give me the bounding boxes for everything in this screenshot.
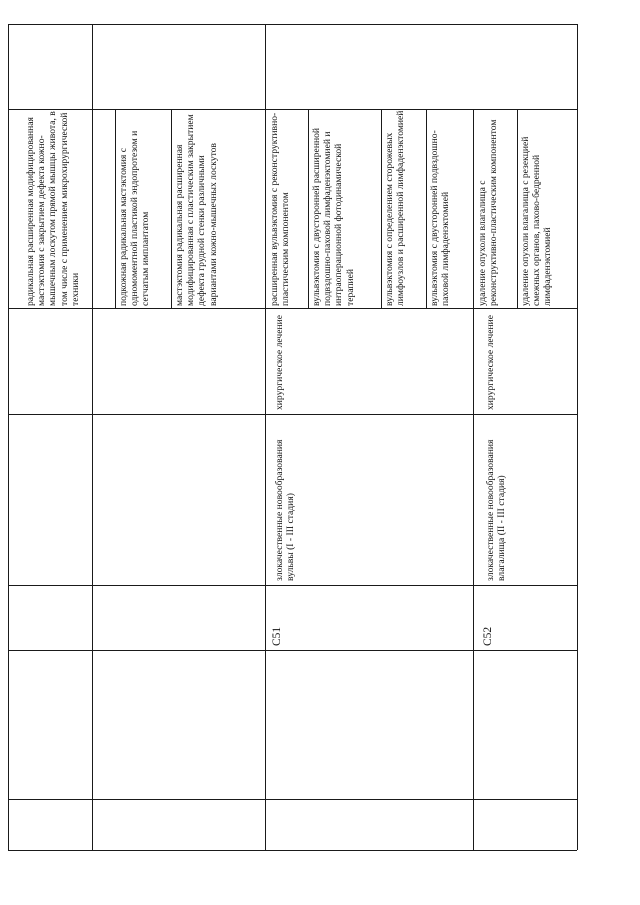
treatment-type: хирургическое лечение [274, 314, 285, 410]
procedure-text: мастэктомия радикальная расширенная модифицированная с пластическим закрытием дефекта грудной стенки различными вариантами кожно-мышечных лоскутов [174, 114, 219, 306]
procedure-text: вульвэктомия с определением сторожевых лимфоузлов и расширенной лимфаденэктомией [384, 110, 407, 306]
procedure-text: вульвэктомия с двусторонней расширенной подвздошно-паховой лимфаденэктомией и интраоперационной фотодинамической терапией [311, 127, 356, 306]
table-grid [8, 24, 577, 850]
icd-code: C52 [482, 626, 494, 646]
procedure-text: расширенная вульвэктомия с реконструктивно-пластическим компонентом [269, 112, 292, 306]
procedure-text: удаление опухоли влагалища с реконструктивно-пластическим компонентом [477, 119, 500, 306]
procedure-text: подкожная радикальная мастэктомия с одномоментной пластикой эндопротезом и сетчатым имплантатом [118, 130, 152, 306]
treatment-type: хирургическое лечение [485, 314, 496, 410]
procedure-text: удаление опухоли влагалища с резекцией смежных органов, пахово-бедренной лимфаденэктомией [520, 136, 554, 306]
icd-code: C51 [271, 626, 283, 646]
procedure-text: радикальная расширенная модифицированная мастэктомия с закрытием дефекта кожно-мышечным лоскутом прямой мышцы живота, в том числе с применением микрохирургической техники [25, 111, 81, 306]
procedure-text: вульвэктомия с двусторонней подвздошно-паховой лимфаденэктомией [429, 130, 452, 306]
diagnosis-name: злокачественные новообразования влагалища (II - III стадия) [485, 439, 508, 581]
diagnosis-name: злокачественные новообразования вульвы (I - III стадия) [274, 439, 297, 581]
